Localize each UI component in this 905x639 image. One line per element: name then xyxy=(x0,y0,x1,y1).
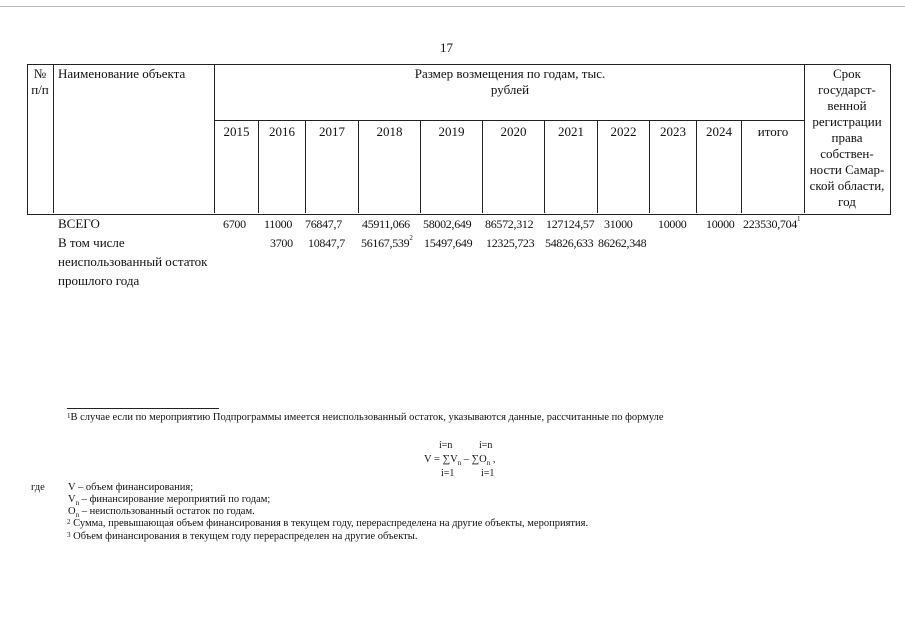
value-cell: 45911,066 xyxy=(362,217,410,231)
header-registration-term: Срок государст-венной регистрации права собствен-ности Самар-ской области, год xyxy=(809,66,885,209)
footnote-mark: 2 xyxy=(67,518,71,526)
definition-text: – финансирование мероприятий по годам; xyxy=(79,494,271,505)
symbol: V xyxy=(68,494,76,505)
year-header: 2019 xyxy=(438,124,465,139)
footnote-ref: 1 xyxy=(797,215,801,223)
formula-lower-limit: i=1 xyxy=(441,468,455,479)
formula-upper-limit: i=n xyxy=(479,440,493,451)
formula-sum-o: ∑O xyxy=(471,454,487,465)
formula-lhs: V = xyxy=(424,454,443,465)
value-cell: 58002,649 xyxy=(423,217,472,231)
value-cell: 11000 xyxy=(264,217,293,231)
value-cell: 86572,312 xyxy=(485,217,534,231)
page-number: 17 xyxy=(440,40,453,55)
total-amount: 223530,704 xyxy=(743,217,798,231)
value-cell: 6700 xyxy=(223,217,246,231)
footnote-1 xyxy=(67,412,664,424)
footnote-2-text: Сумма, превышающая объем финансирования в текущем году, перераспределена на другие объекты, мероприятия. xyxy=(70,518,589,529)
year-header: итого xyxy=(757,124,789,139)
header-payment: Размер возмещения по годам, тыс. рублей xyxy=(414,66,606,97)
symbol-sub: n xyxy=(75,499,80,508)
year-header: 2024 xyxy=(706,124,732,139)
value-cell: 86262,348 xyxy=(598,236,647,250)
footnote-ref: 2 xyxy=(409,234,413,242)
divider-years-top xyxy=(214,120,804,121)
value-cell: 3700 xyxy=(270,236,293,250)
unused-2018: 56167,539 xyxy=(361,236,410,250)
formula-sub: n xyxy=(486,459,491,468)
definition-v: V – объем финансирования; xyxy=(68,482,194,493)
value-cell: 10000 xyxy=(706,217,735,231)
footnote-2 xyxy=(67,518,588,530)
formula-sum-v: ∑V xyxy=(442,454,458,465)
value-cell: 31000 xyxy=(604,217,633,231)
year-header: 2023 xyxy=(660,124,686,139)
footnote-3-text: Объем финансирования в текущем году перераспределен на другие объекты. xyxy=(70,531,418,542)
footnote-3 xyxy=(67,531,417,543)
value-cell: 54826,633 xyxy=(545,236,594,250)
value-cell xyxy=(361,236,413,251)
formula-tail: , xyxy=(490,454,496,465)
symbol: O xyxy=(68,506,76,517)
footnote-mark: 3 xyxy=(67,531,71,539)
row-label-total: ВСЕГО xyxy=(58,216,100,231)
value-cell: 127124,57 xyxy=(546,217,595,231)
scan-artifact-line xyxy=(0,6,905,7)
formula-upper-limit: i=n xyxy=(439,440,453,451)
year-header: 2021 xyxy=(558,124,584,139)
row-label-unused: В том числе неиспользованный остаток прошлого года xyxy=(58,235,208,288)
value-cell-total xyxy=(743,217,800,232)
divider-no xyxy=(53,64,54,213)
header-no: № п/п xyxy=(31,66,49,97)
where-label: где xyxy=(31,482,45,493)
footnote-separator xyxy=(67,408,219,409)
formula-lower-limit: i=1 xyxy=(481,468,495,479)
year-header: 2022 xyxy=(610,124,637,139)
formula-minus: – xyxy=(461,454,472,465)
year-header: 2018 xyxy=(376,124,403,139)
footnote-1-text: В случае если по мероприятию Подпрограммы имеется неиспользованный остаток, указываются данные, рассчитанные по формуле xyxy=(70,412,664,423)
year-header: 2020 xyxy=(500,124,527,139)
definition-text: – неиспользованный остаток по годам. xyxy=(79,506,255,517)
formula-body xyxy=(424,454,495,469)
year-header: 2016 xyxy=(269,124,295,139)
footnote-mark: 1 xyxy=(67,412,71,420)
year-header: 2017 xyxy=(319,124,345,139)
value-cell: 76847,7 xyxy=(305,217,342,231)
value-cell: 15497,649 xyxy=(424,236,473,250)
value-cell: 12325,723 xyxy=(486,236,535,250)
formula-sub: n xyxy=(457,459,462,468)
year-header: 2015 xyxy=(223,124,250,139)
symbol-sub: n xyxy=(75,511,80,520)
header-object-name: Наименование объекта xyxy=(58,66,186,81)
value-cell: 10847,7 xyxy=(308,236,345,250)
value-cell: 10000 xyxy=(658,217,687,231)
